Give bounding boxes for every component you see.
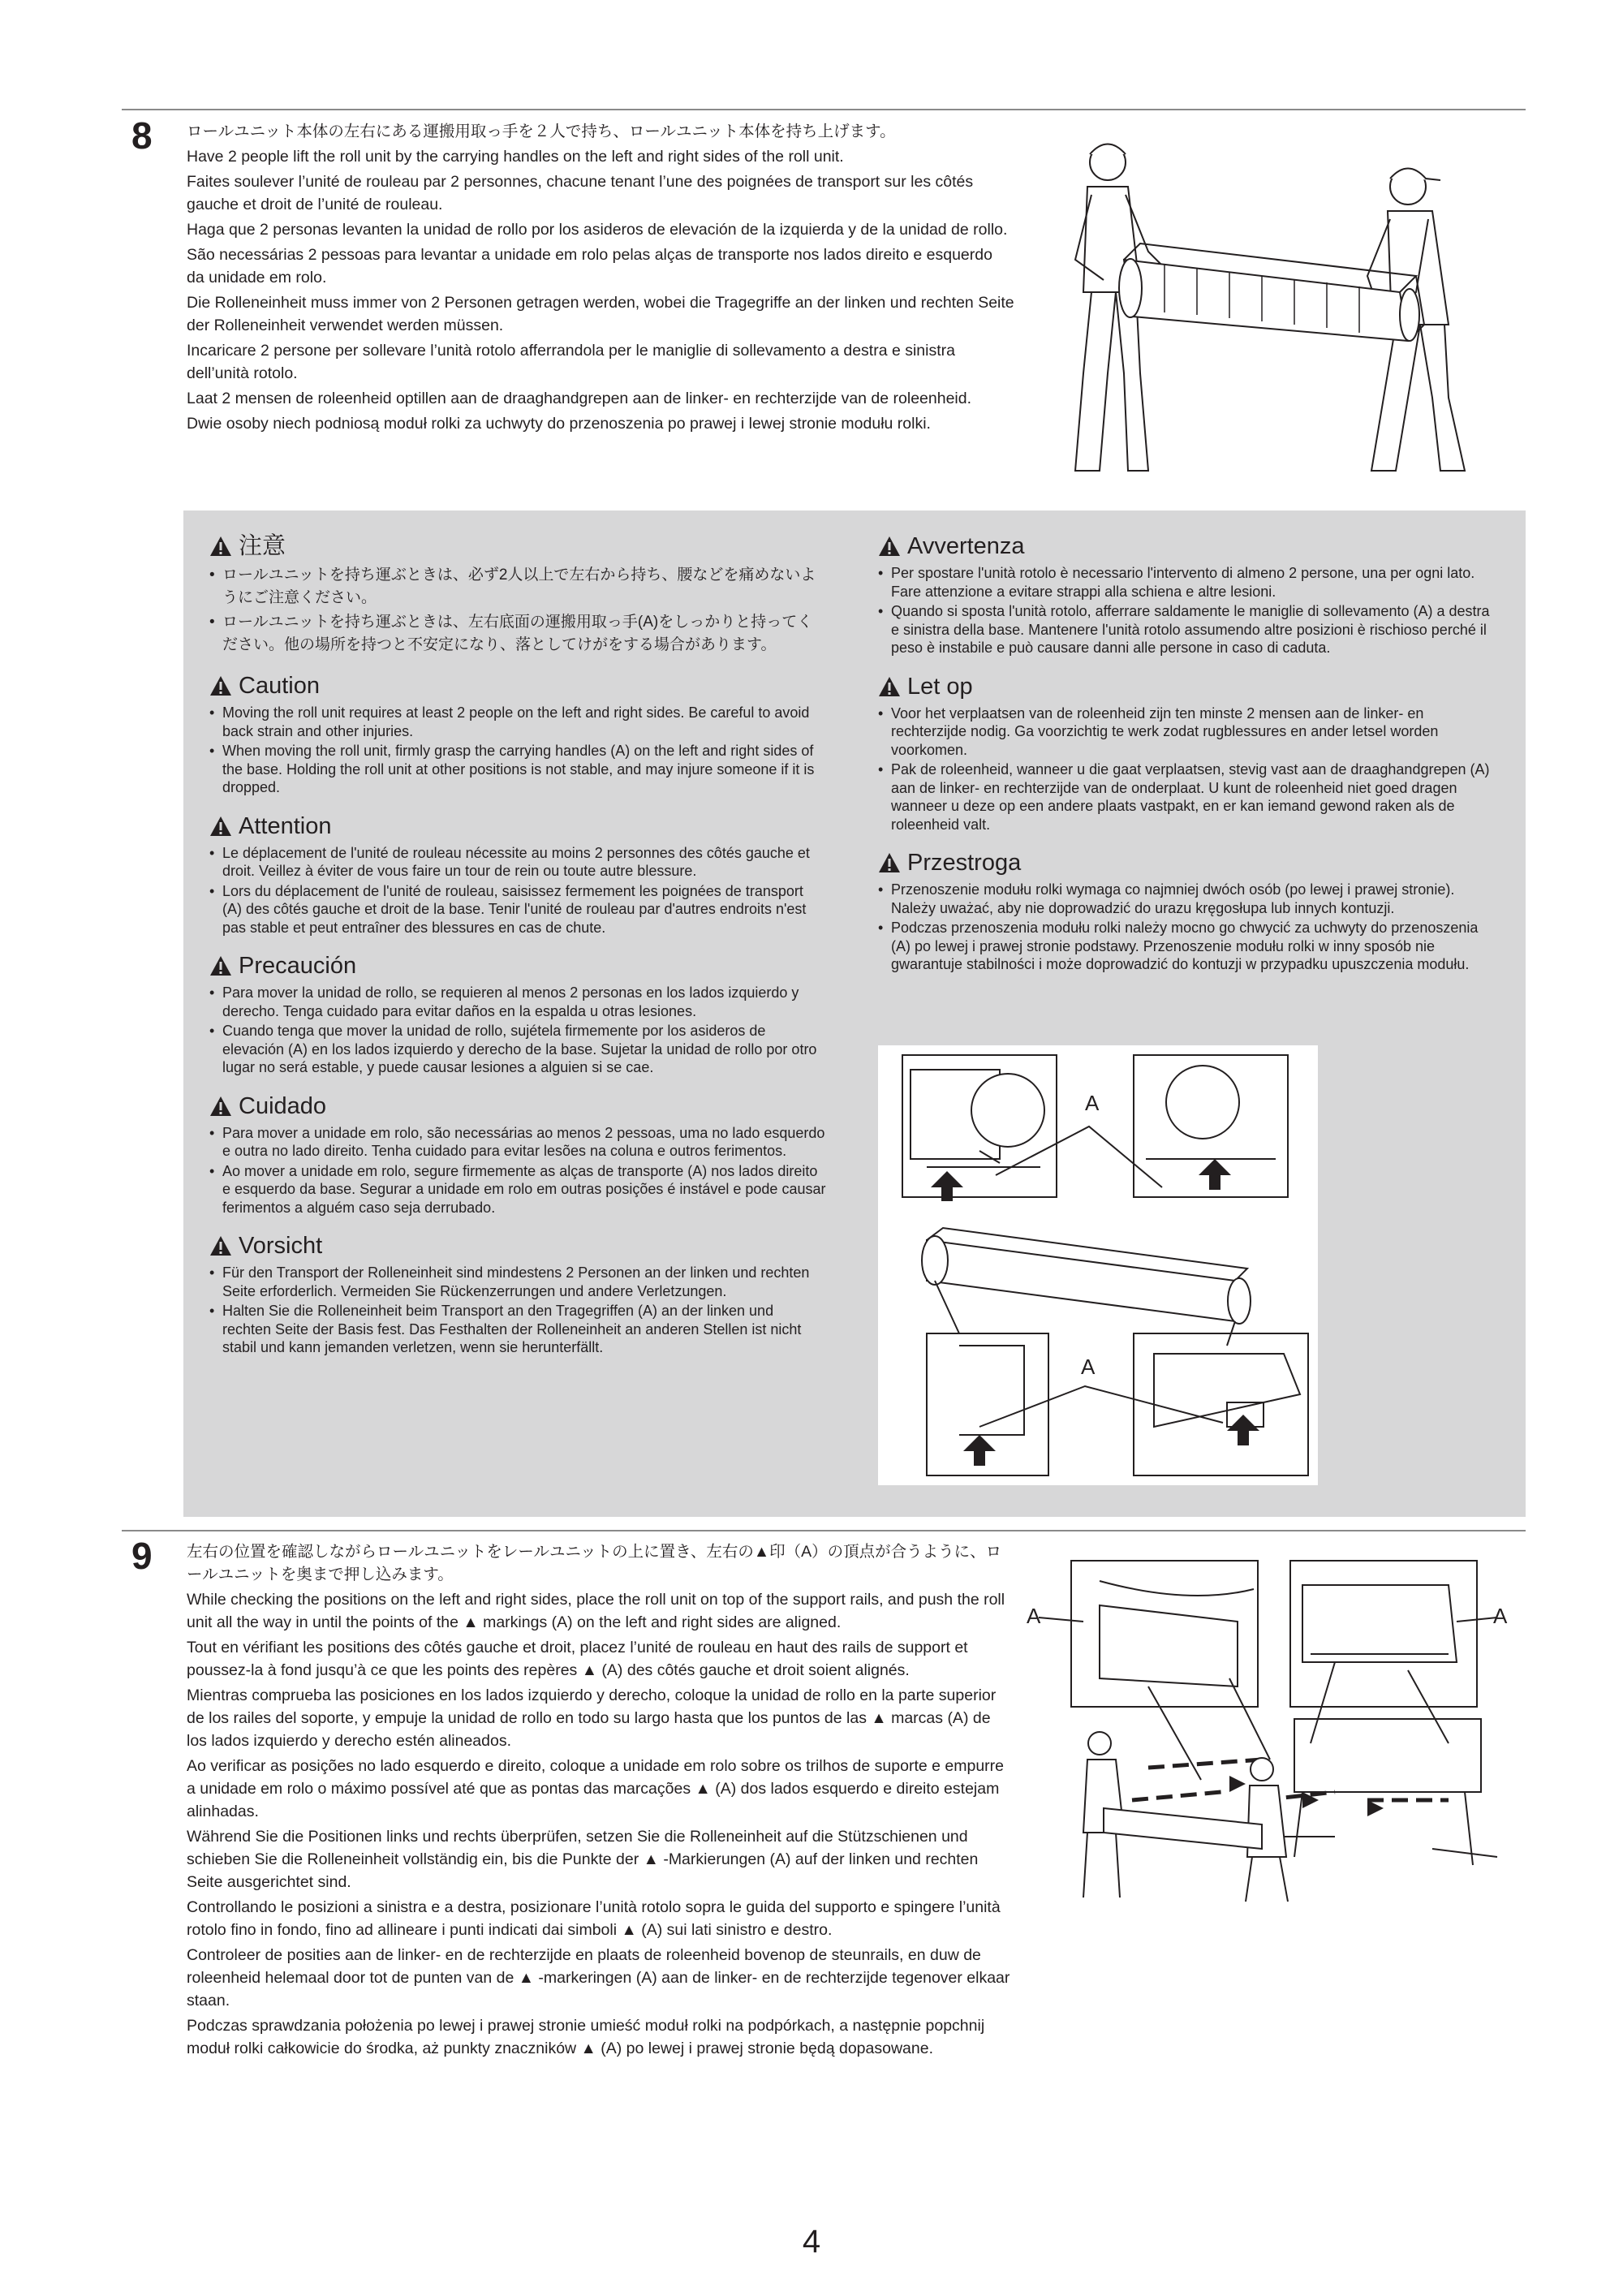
warning-triangle-icon <box>209 1096 232 1117</box>
instruction-line: Have 2 people lift the roll unit by the carrying handles on the left and right sides of the roll unit. <box>187 148 844 166</box>
caution-item: • ロールユニットを持ち運ぶときは、必ず2人以上で左右から持ち、腰などを痛めないようにご注意ください。 <box>209 564 826 610</box>
instruction-line: While checking the positions on the left and right sides, place the roll unit on top of the support rails, and push the roll unit all the way in until the points of the ▲ markings (A) on the left and right sides are aligned. <box>187 1591 1005 1631</box>
caution-title <box>878 532 1495 561</box>
carrying-handle-drawing <box>878 1045 1318 1485</box>
caution-column-left <box>209 532 826 1372</box>
instruction-line: Faites soulever l’unité de rouleau par 2 personnes, chacune tenant l’une des poignées de transport sur les côtés gauche et droit de l’unité de rouleau. <box>187 173 974 213</box>
caution-title <box>209 951 826 980</box>
caution-block <box>878 848 1495 974</box>
caution-list <box>209 1264 826 1357</box>
section-divider-step9 <box>122 1530 1526 1531</box>
caution-item: • Voor het verplaatsen van de roleenheid zijn ten minste 2 mensen aan de linker- en rechterzijde nodig. Ga voorzichtig te werk zodat rugblessures en ander letsel worden voorkomen. <box>878 704 1495 760</box>
instruction-line: ロールユニット本体の左右にある運搬用取っ手を２人で持ち、ロールユニット本体を持ち上げます。 <box>187 123 896 140</box>
warning-triangle-icon <box>209 536 232 557</box>
caution-block <box>209 1092 826 1217</box>
caution-title-text: Precaución <box>239 953 357 979</box>
instruction-line: Dwie osoby niech podniosą moduł rolki za uchwyty do przenoszenia po prawej i lewej stronie modułu rolki. <box>187 415 931 433</box>
caution-title-text: Caution <box>239 673 320 699</box>
instruction-line: Podczas sprawdzania położenia po lewej i prawej stronie umieść moduł rolki na podpórkach, a następnie popchnij moduł rolki całkowicie do środka, aż punkty znaczników ▲ (A) po lewej i prawej stronie będą dopasowane. <box>187 2017 985 2057</box>
caution-item: • Pak de roleenheid, wanneer u die gaat verplaatsen, stevig vast aan de draaghandgrepen (A) aan de linker- en rechterzijde van de onderplaat. U kunt de roleenheid niet goed dragen wanneer u deze op een andere plaats vastpakt, en er kan iemand gewond raken als de roleenheid valt. <box>878 760 1495 834</box>
caution-item: • Przenoszenie modułu rolki wymaga co najmniej dwóch osób (po lewej i prawej stronie). Należy uważać, aby nie doprowadzić do urazu kręgosłupa lub innych kontuzji. <box>878 881 1495 917</box>
warning-triangle-icon <box>209 955 232 976</box>
caution-block <box>209 532 826 657</box>
instruction-line: Incaricare 2 persone per sollevare l’unità rotolo afferrandola per le maniglie di sollevamento a destra e sinistra dell’unità rotolo. <box>187 342 955 382</box>
instruction-line: Tout en vérifiant les positions des côtés gauche et droit, placez l’unité de rouleau en haut des rails de support et poussez-la à fond jusqu’à ce que les points des repères ▲ (A) des côtés gauche et droit soient alignés. <box>187 1639 968 1679</box>
caution-title-text: Cuidado <box>239 1092 327 1119</box>
caution-list <box>878 881 1495 974</box>
warning-triangle-icon <box>878 852 901 873</box>
caution-item: • Cuando tenga que mover la unidad de rollo, sujétela firmemente por los asideros de elevación (A) en los lados izquierdo y derecho de la base. Sujetar la unidad de rollo por otro lugar no será estable, y puede causar lesiones a alguien si se cae. <box>209 1022 826 1077</box>
caution-item: • Für den Transport der Rolleneinheit sind mindestens 2 Personen an der linken und rechten Seite erforderlich. Vermeiden Sie Rückenzerrungen und andere Verletzungen. <box>209 1264 826 1300</box>
caution-item: • ロールユニットを持ち運ぶときは、左右底面の運搬用取っ手(A)をしっかりと持ってください。他の場所を持つと不安定になり、落としてけがをする場合があります。 <box>209 611 826 657</box>
section-divider-top <box>122 109 1526 110</box>
instruction-line: São necessárias 2 pessoas para levantar a unidade em rolo pelas alças de transporte nos lados direito e esquerdo da unidade em rolo. <box>187 246 992 286</box>
caution-title-text: Attention <box>239 812 332 839</box>
instruction-line: Ao verificar as posições no lado esquerdo e direito, coloque a unidade em rolo sobre os trilhos de suporte e empurre a unidade em rolo o máximo possível até que as pontas das marcações ▲ (A) dos lados esquerdo e direito estejam alinhadas. <box>187 1757 1005 1820</box>
caution-title <box>209 812 826 841</box>
roll-unit-on-rails-illustration <box>1027 1557 1513 1906</box>
label-a-left: A <box>1027 1604 1041 1628</box>
instruction-line: Haga que 2 personas levanten la unidad de rollo por los asideros de elevación de la izquierda y de la unidad de rollo. <box>187 221 1008 239</box>
caution-block <box>878 672 1495 834</box>
caution-title <box>209 532 826 561</box>
caution-item: • Para mover la unidad de rollo, se requieren al menos 2 personas en los lados izquierdo y derecho. Tenga cuidado para evitar daños en la espalda u otras lesiones. <box>209 984 826 1020</box>
caution-block <box>209 951 826 1077</box>
page-number: 4 <box>802 2224 821 2259</box>
caution-item: • Moving the roll unit requires at least 2 people on the left and right sides. Be careful to avoid back strain and other injuries. <box>209 704 826 740</box>
caution-title-text: Let op <box>907 673 973 700</box>
instruction-line: Während Sie die Positionen links und rechts überprüfen, setzen Sie die Rolleneinheit auf die Stützschienen und schieben Sie die Rolleneinheit vollständig ein, bis die Punkte der ▲ -Markierungen (A) auf der linken und rechten Seite ausgerichtet sind. <box>187 1828 979 1891</box>
step-9-instructions <box>187 1540 1014 2062</box>
caution-item: • Per spostare l'unità rotolo è necessario l'intervento di almeno 2 persone, una per ogni lato. Fare attenzione a evitare strappi alla schiena e altre lesioni. <box>878 564 1495 601</box>
caution-list <box>209 564 826 657</box>
instruction-line: Controleer de posities aan de linker- en de rechterzijde en plaats de roleenheid bovenop de steunrails, en duw de roleenheid helemaal door tot de punten van de ▲ -markeringen (A) aan de linker- en de rechterzijde tegenover elkaar staan. <box>187 1946 1010 2010</box>
caution-block <box>209 1231 826 1357</box>
warning-triangle-icon <box>209 1235 232 1256</box>
caution-block <box>209 671 826 797</box>
caution-block <box>209 812 826 937</box>
label-a-bottom: A <box>1081 1355 1096 1379</box>
instruction-line: 左右の位置を確認しながらロールユニットをレールユニットの上に置き、左右の▲印（A）の頂点が合うように、ロールユニットを奥まで押し込みます。 <box>187 1543 1002 1583</box>
caution-list <box>878 564 1495 657</box>
warning-triangle-icon <box>209 816 232 837</box>
warning-triangle-icon <box>209 675 232 696</box>
caution-list <box>209 1124 826 1217</box>
caution-list <box>878 704 1495 834</box>
step-number-9: 9 <box>131 1535 153 1577</box>
caution-title <box>209 1092 826 1121</box>
roll-unit-rails-drawing <box>1027 1557 1513 1906</box>
caution-item: • Le déplacement de l'unité de rouleau nécessite au moins 2 personnes des côtés gauche et droit. Veillez à éviter de vous faire un tour de rein ou toute autre blessure. <box>209 844 826 881</box>
label-a-right: A <box>1493 1604 1508 1628</box>
caution-title <box>878 672 1495 701</box>
caution-list <box>209 844 826 937</box>
caution-title-text: Vorsicht <box>239 1233 323 1259</box>
caution-item: • Podczas przenoszenia modułu rolki należy mocno go chwycić za uchwyty do przenoszenia (A) po lewej i prawej stronie podstawy. Przenoszenie modułu rolki w inny sposób nie gwarantuje stabilności i może doprowadzić do kontuzji w przypadku upuszczenia modułu. <box>878 919 1495 974</box>
caution-item: • Para mover a unidade em rolo, são necessárias ao menos 2 pessoas, uma no lado esquerdo e outra no lado direito. Tenha cuidado para evitar lesões na coluna e outros ferimentos. <box>209 1124 826 1161</box>
label-a-top: A <box>1085 1091 1100 1115</box>
instruction-line: Die Rolleneinheit muss immer von 2 Personen getragen werden, wobei die Tragegriffe an der linken und rechten Seite der Rolleneinheit verwendet werden müssen. <box>187 294 1014 334</box>
caution-item: • When moving the roll unit, firmly grasp the carrying handles (A) on the left and right sides of the base. Holding the roll unit at other positions is not stable, and may injure someone if it is dropped. <box>209 742 826 797</box>
carrying-handle-figure <box>878 1045 1318 1485</box>
caution-block <box>878 532 1495 657</box>
step-8-instructions <box>187 120 1014 437</box>
instruction-line: Mientras comprueba las posiciones en los lados izquierdo y derecho, coloque la unidad de rollo en la parte superior de los railes del soporte, y empuje la unidad de rollo en todo su largo hasta que los puntos de las ▲ marcas (A) de los lados izquierdo y derecho estén alineados. <box>187 1686 997 1750</box>
caution-list <box>209 984 826 1077</box>
instruction-line: Controllando le posizioni a sinistra e a destra, posizionare l’unità rotolo sopra le guida del supporto e spingere l’unità rotolo fino in fondo, fino ad allineare i punti indicati dai simboli ▲ (A) sui lati sinistro e destro. <box>187 1898 1001 1939</box>
caution-title <box>209 1231 826 1260</box>
step-number-8: 8 <box>131 114 153 157</box>
caution-column-right <box>878 532 1495 989</box>
warning-triangle-icon <box>878 676 901 697</box>
caution-item: • Ao mover a unidade em rolo, segure firmemente as alças de transporte (A) nos lados direito e esquerdo da base. Segurar a unidade em rolo em outras posições é instável e pode causar ferimentos a alguém caso seja derrubado. <box>209 1162 826 1217</box>
caution-item: • Lors du déplacement de l'unité de rouleau, saisissez fermement les poignées de transport (A) des côtés gauche et droit de la base. Tenir l'unité de rouleau par d'autres endroits n'est pas stable et peut entraîner des blessures en cas de chute. <box>209 882 826 937</box>
caution-title-text: 注意 <box>239 533 286 559</box>
caution-item: • Halten Sie die Rolleneinheit beim Transport an den Tragegriffen (A) an der linken und rechten Seite der Basis fest. Das Festhalten der Rolleneinheit an anderen Stellen ist nicht stabil und kann jemanden verletzen, wenn sie herunterfällt. <box>209 1302 826 1357</box>
two-people-lifting-illustration <box>1059 130 1497 487</box>
caution-title <box>878 848 1495 877</box>
warning-triangle-icon <box>878 536 901 557</box>
caution-title-text: Avvertenza <box>907 533 1025 559</box>
caution-item: • Quando si sposta l'unità rotolo, afferrare saldamente le maniglie di sollevamento (A) a destra e sinistra della base. Mantenere l'unità rotolo assumendo altre posizioni è rischioso perché il peso è instabile e può causare danni alle persone in caso di caduta. <box>878 602 1495 657</box>
caution-title-text: Przestroga <box>907 850 1022 876</box>
caution-list <box>209 704 826 797</box>
caution-title <box>209 671 826 700</box>
instruction-line: Laat 2 mensen de roleenheid optillen aan de draaghandgrepen aan de linker- en rechterzijde van de roleenheid. <box>187 390 972 407</box>
